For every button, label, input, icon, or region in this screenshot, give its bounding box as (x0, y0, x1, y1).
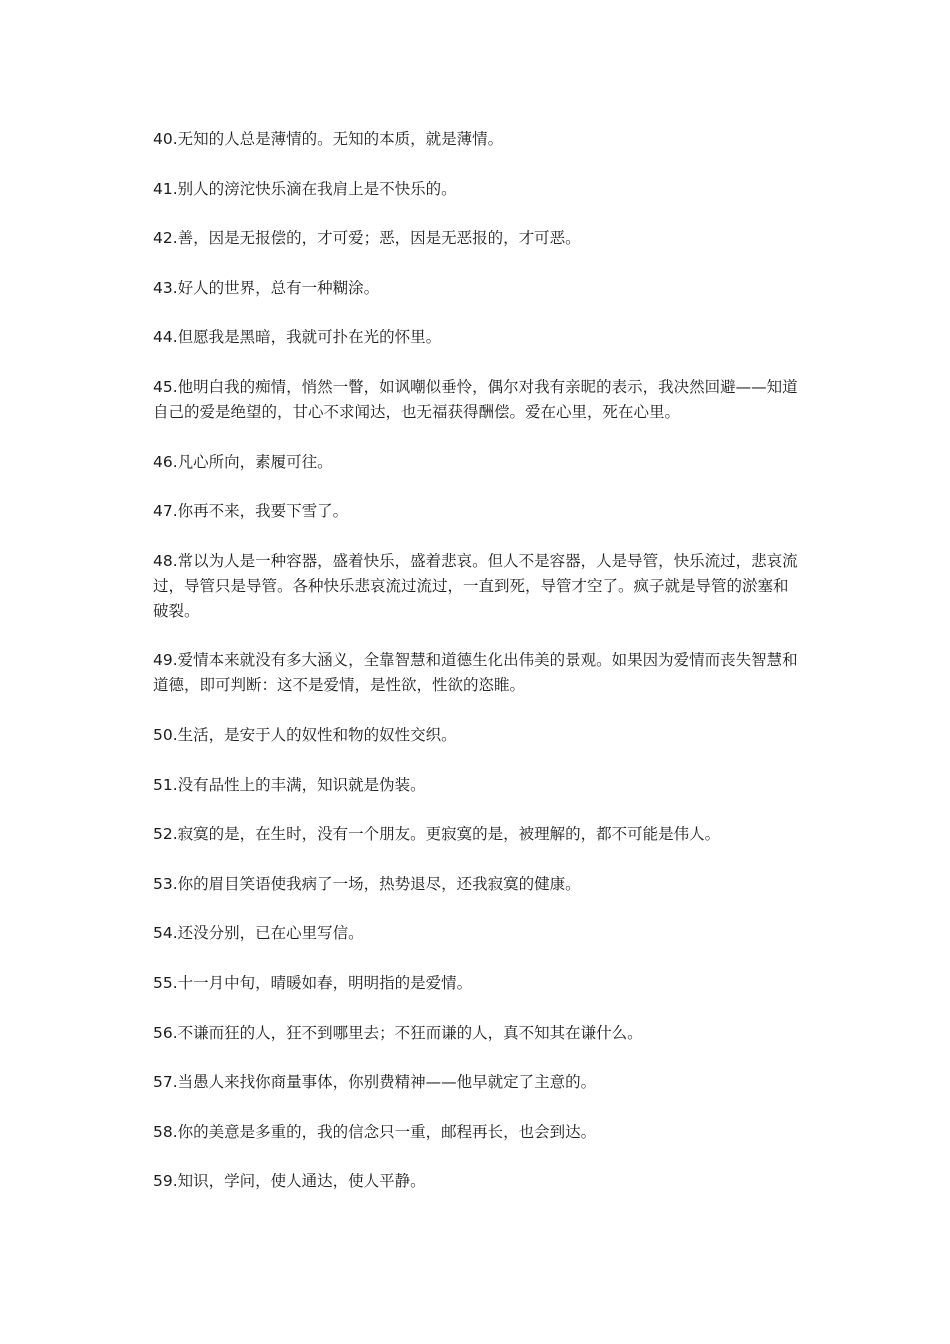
quote-45: 45.他明白我的痴情，悄然一瞥，如讽嘲似垂怜，偶尔对我有亲昵的表示，我决然回避——知道自己的爱是绝望的，甘心不求闻达，也无福获得酬偿。爱在心里，死在心里。 (153, 377, 798, 421)
quote-46: 46.凡心所向，素履可往。 (153, 452, 333, 471)
quote-57: 57.当愚人来找你商量事体，你别费精神——他早就定了主意的。 (153, 1073, 597, 1092)
quote-43: 43.好人的世界，总有一种糊涂。 (153, 278, 380, 297)
quote-49: 49.爱情本来就没有多大涵义，全靠智慧和道德生化出伟美的景观。如果因为爱情而丧失智慧和道德，即可判断：这不是爱情，是性欲，性欲的恣睢。 (153, 651, 798, 695)
quote-55: 55.十一月中旬，晴暖如春，明明指的是爱情。 (153, 973, 473, 992)
quote-47: 47.你再不来，我要下雪了。 (153, 502, 349, 521)
quote-48: 48.常以为人是一种容器，盛着快乐，盛着悲哀。但人不是容器，人是导管，快乐流过，悲哀流过，导管只是导管。各种快乐悲哀流过流过，一直到死，导管才空了。疯子就是导管的淤塞和破裂。 (153, 551, 798, 620)
quote-44: 44.但愿我是黑暗，我就可扑在光的怀里。 (153, 328, 442, 347)
quote-50: 50.生活，是安于人的奴性和物的奴性交织。 (153, 725, 457, 744)
quote-56: 56.不谦而狂的人，狂不到哪里去；不狂而谦的人，真不知其在谦什么。 (153, 1023, 643, 1042)
document-body (153, 127, 803, 1219)
quote-54: 54.还没分别，已在心里写信。 (153, 924, 364, 943)
quote-59: 59.知识，学问，使人通达，使人平静。 (153, 1172, 426, 1191)
quote-53: 53.你的眉目笑语使我病了一场，热势退尽，还我寂寞的健康。 (153, 874, 581, 893)
quote-52: 52.寂寞的是，在生时，没有一个朋友。更寂寞的是，被理解的，都不可能是伟人。 (153, 825, 721, 844)
quote-41: 41.别人的滂沱快乐滴在我肩上是不快乐的。 (153, 179, 457, 198)
quote-42: 42.善，因是无报偿的，才可爱；恶，因是无恶报的，才可恶。 (153, 229, 581, 248)
quote-51: 51.没有品性上的丰满，知识就是伪装。 (153, 775, 426, 794)
quote-40: 40.无知的人总是薄情的。无知的本质，就是薄情。 (153, 130, 504, 148)
quote-58: 58.你的美意是多重的，我的信念只一重，邮程再长，也会到达。 (153, 1122, 597, 1141)
